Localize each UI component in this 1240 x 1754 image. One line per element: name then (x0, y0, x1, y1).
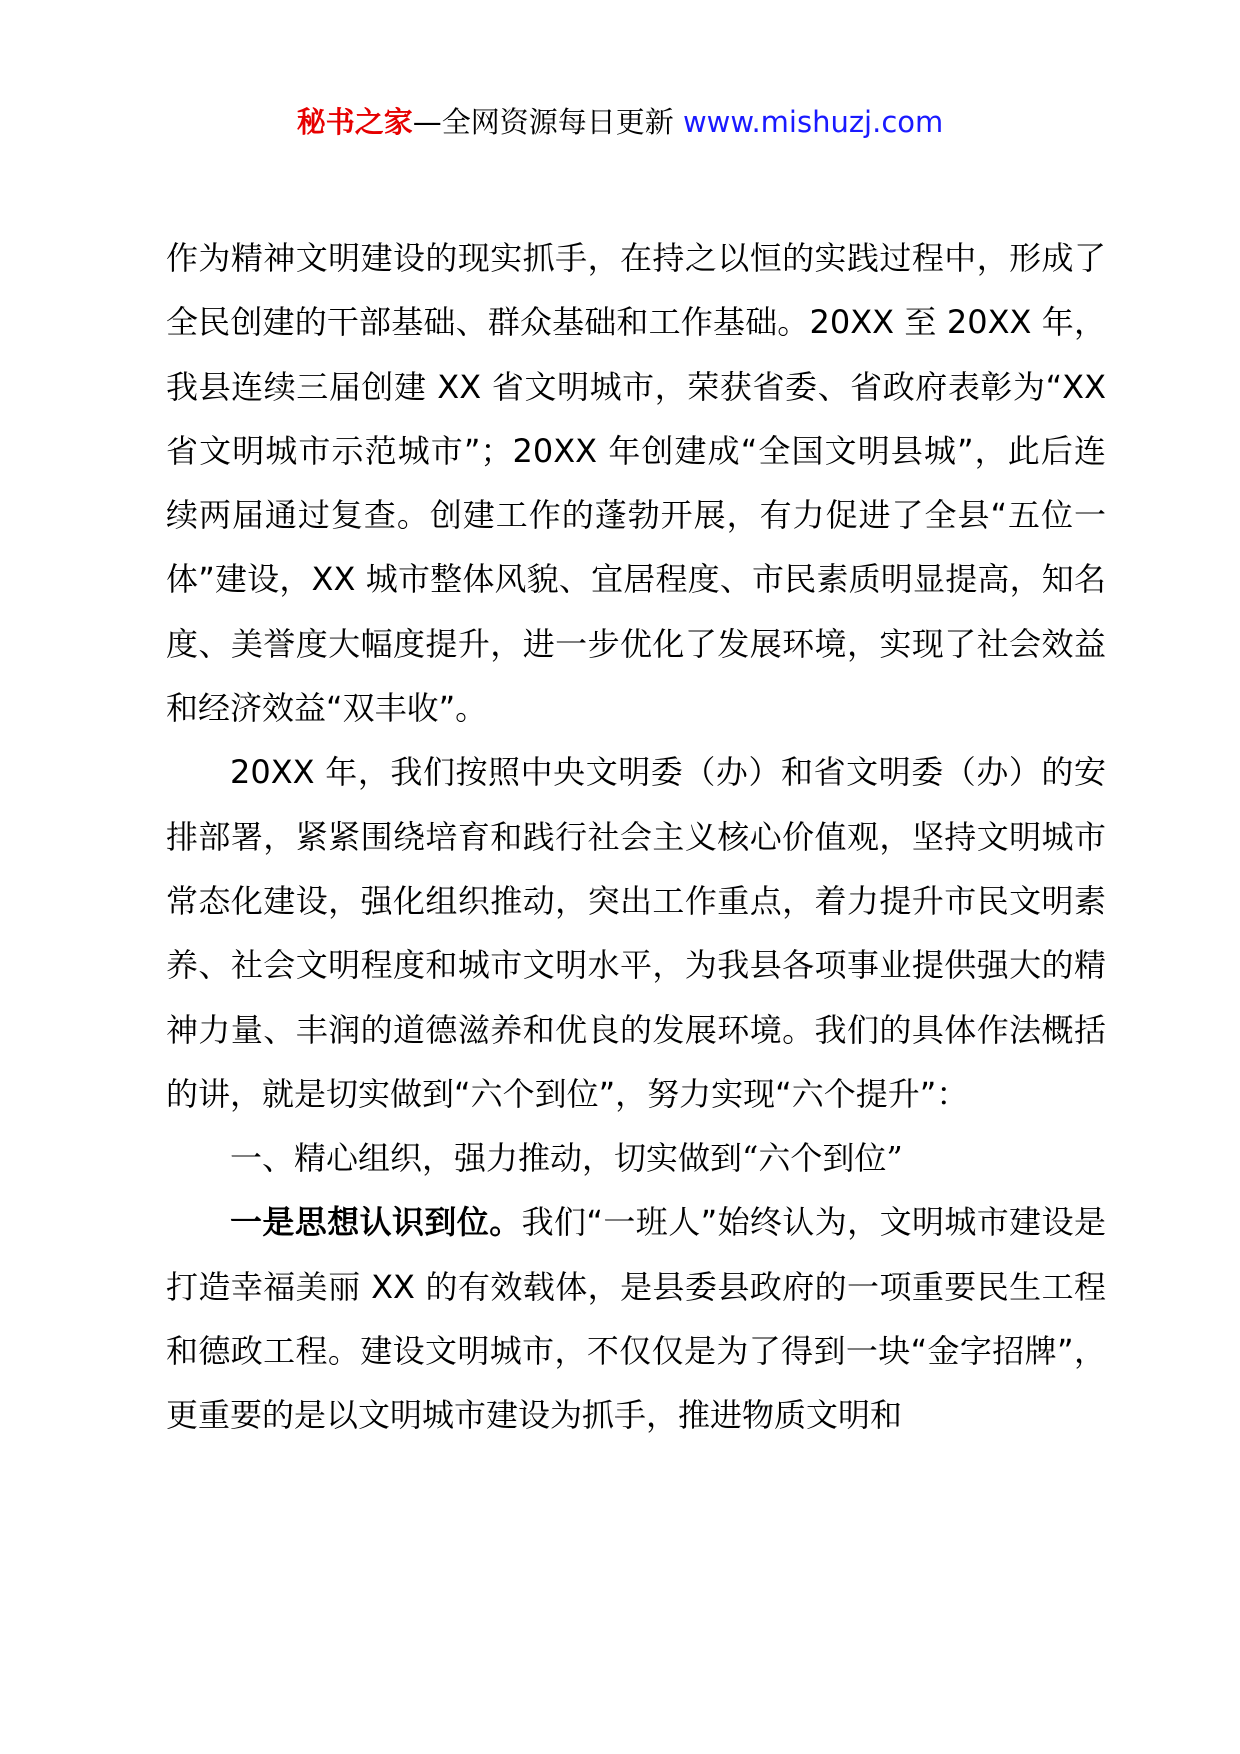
document-body (166, 226, 1106, 1448)
header-tagline: —全网资源每日更新 (412, 105, 674, 139)
header-url-link[interactable]: www.mishuzj.com (682, 105, 944, 139)
brand-name: 秘书之家 (296, 105, 413, 139)
page-header (0, 100, 1240, 144)
paragraph-3-text: 我们“一班人”始终认为，文明城市建设是打造幸福美丽 XX 的有效载体，是县委县政府的一项重要民生工程和德政工程。建设文明城市，不仅仅是为了得到一块“金字招牌”，更重要的是以文明城市建设为抓手，推进物质文明和 (166, 1203, 1106, 1435)
section-heading-1: 一、精心组织，强力推动，切实做到“六个到位” (230, 1139, 903, 1178)
paragraph-2: 20XX 年，我们按照中央文明委（办）和省文明委（办）的安排部署，紧紧围绕培育和践行社会主义核心价值观，坚持文明城市常态化建设，强化组织推动，突出工作重点，着力提升市民文明素养、社会文明程度和城市文明水平，为我县各项事业提供强大的精神力量、丰润的道德滋养和优良的发展环境。我们的具体作法概括的讲，就是切实做到“六个到位”，努力实现“六个提升”： (166, 753, 1106, 1113)
paragraph-3 (166, 1190, 1106, 1447)
paragraph-1: 作为精神文明建设的现实抓手，在持之以恒的实践过程中，形成了全民创建的干部基础、群众基础和工作基础。20XX 至 20XX 年，我县连续三届创建 XX 省文明城市，荣获省委、省政府表彰为“XX 省文明城市示范城市”；20XX 年创建成“全国文明县城”，此后连续两届通过复查。创建工作的蓬勃开展，有力促进了全县“五位一体”建设，XX 城市整体风貌、宜居程度、市民素质明显提高，知名度、美誉度大幅度提升，进一步优化了发展环境，实现了社会效益和经济效益“双丰收”。 (166, 239, 1106, 728)
paragraph-3-lead: 一是思想认识到位。 (230, 1203, 522, 1242)
